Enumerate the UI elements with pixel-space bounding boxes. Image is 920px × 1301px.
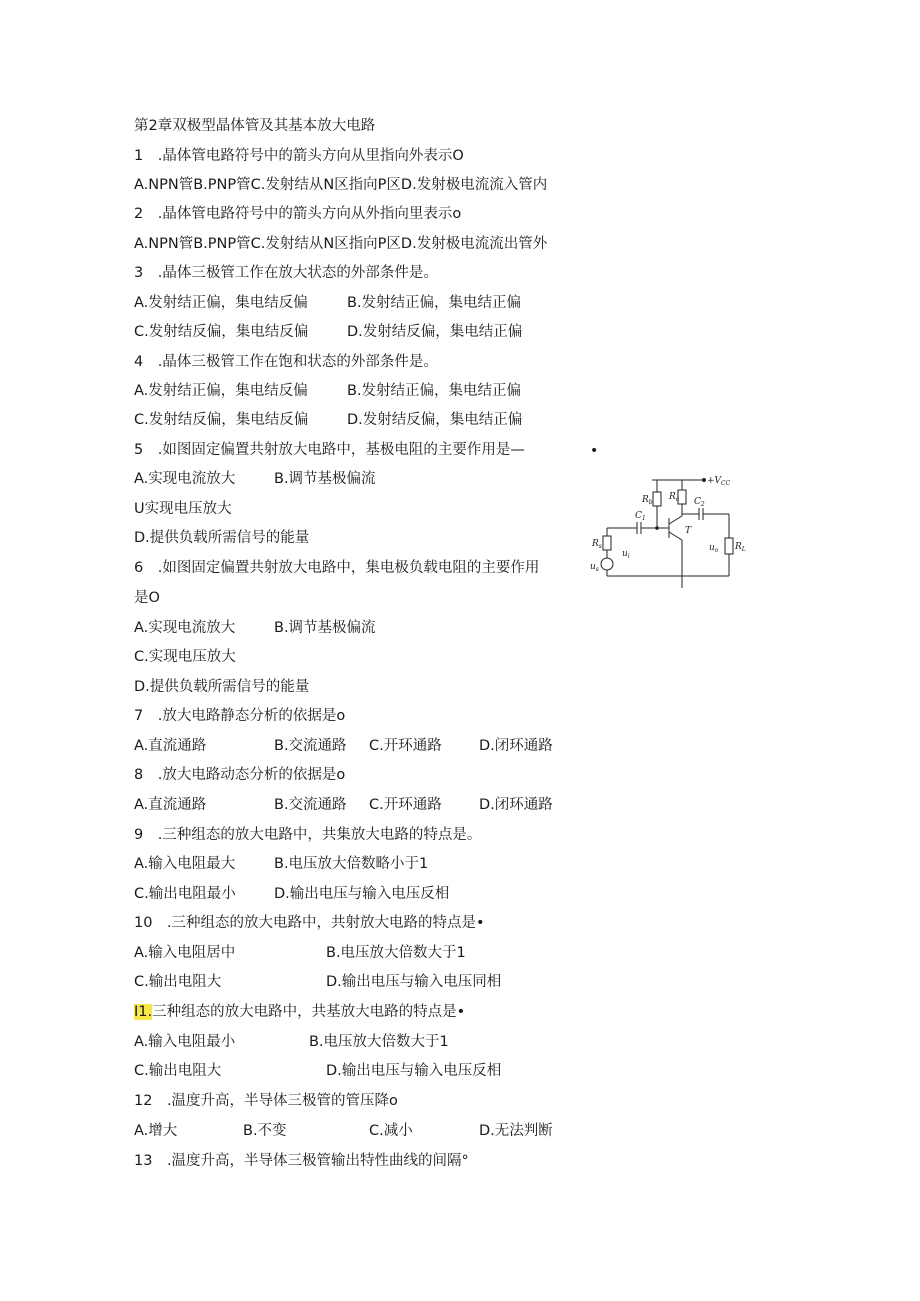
option-b: B.发射结正偏，集电结正偏	[347, 295, 522, 311]
option-d: D.发射结反偏，集电结正偏	[347, 324, 523, 340]
option-c: C.减小	[369, 1123, 413, 1139]
option-b: B.电压放大倍数大于1	[309, 1034, 449, 1050]
option-b: B.发射结正偏，集电结正偏	[347, 383, 522, 399]
rs-label: $R_s$	[592, 539, 602, 550]
option-c: C.输出电阻最小	[134, 886, 236, 902]
option-b: B.调节基极偏流	[274, 471, 376, 487]
option-a: A.输入电阻最大	[134, 856, 236, 872]
us-label: $u_s$	[590, 562, 599, 573]
rc-label: $R_c$	[669, 492, 680, 503]
option-a: A.直流通路	[134, 738, 207, 754]
option-a: A.输入电阻居中	[134, 945, 236, 961]
option-b: B.电压放大倍数略小于1	[274, 856, 429, 872]
question-9: 9 .三种组态的放大电路中，共集放大电路的特点是。	[134, 827, 482, 843]
question-4: 4 .晶体三极管工作在饱和状态的外部条件是。	[134, 354, 438, 370]
option-a: A.发射结正偏，集电结反偏	[134, 295, 308, 311]
question-11-text: 三种组态的放大电路中，共基放大电路的特点是•	[152, 1004, 466, 1020]
question-11	[134, 1002, 465, 1022]
option-c: C.输出电阻大	[134, 1063, 222, 1079]
option-d: D.提供负载所需信号的能量	[134, 679, 310, 695]
option-a: A.实现电流放大	[134, 471, 236, 487]
question-1: 1 .晶体管电路符号中的箭头方向从里指向外表示O	[134, 148, 464, 164]
c1-label: $C_1$	[635, 511, 646, 522]
amplifier-circuit-figure	[585, 470, 750, 592]
rb-label: $R_b$	[642, 495, 653, 506]
question-2-options: A.NPN管B.PNP管C.发射结从N区指向P区D.发射极电流流出管外	[134, 236, 548, 252]
question-5: 5 .如图固定偏置共射放大电路中，基极电阻的主要作用是—	[134, 442, 525, 458]
question-7: 7 .放大电路静态分析的依据是o	[134, 708, 346, 724]
page-title: 第2章双极型晶体管及其基本放大电路	[134, 118, 376, 134]
option-a: A.发射结正偏，集电结反偏	[134, 383, 308, 399]
option-d: D.输出电压与输入电压同相	[326, 974, 502, 990]
uo-label: $u_o$	[709, 543, 719, 554]
option-a: A.直流通路	[134, 797, 207, 813]
option-d: D.输出电压与输入电压反相	[326, 1063, 502, 1079]
question-6-cont: 是O	[134, 590, 160, 606]
option-d: D.发射结反偏，集电结正偏	[347, 412, 523, 428]
option-b: B.交流通路	[274, 738, 347, 754]
option-a: A.增大	[134, 1123, 178, 1139]
option-a: A.实现电流放大	[134, 620, 236, 636]
option-c: C.开环通路	[369, 738, 442, 754]
option-c: C.发射结反偏，集电结反偏	[134, 412, 309, 428]
option-d: D.输出电压与输入电压反相	[274, 886, 450, 902]
option-b: B.交流通路	[274, 797, 347, 813]
rl-label: $R_L$	[735, 542, 746, 553]
option-d: D.闭环通路	[479, 738, 553, 754]
option-c: U实现电压放大	[134, 501, 232, 517]
option-b: B.调节基极偏流	[274, 620, 376, 636]
ui-label: $u_i$	[622, 549, 630, 560]
option-c: C.开环通路	[369, 797, 442, 813]
option-d: D.提供负载所需信号的能量	[134, 530, 310, 546]
question-3: 3 .晶体三极管工作在放大状态的外部条件是。	[134, 265, 438, 281]
question-10: 10 .三种组态的放大电路中，共射放大电路的特点是•	[134, 915, 485, 931]
option-d: D.无法判断	[479, 1123, 553, 1139]
question-8: 8 .放大电路动态分析的依据是o	[134, 767, 346, 783]
c2-label: $C_2$	[694, 497, 705, 508]
figure-bullet: •	[590, 443, 599, 459]
question-2: 2 .晶体管电路符号中的箭头方向从外指向里表示o	[134, 206, 462, 222]
question-12: 12 .温度升高，半导体三极管的管压降o	[134, 1093, 398, 1109]
option-c: C.发射结反偏，集电结反偏	[134, 324, 309, 340]
vcc-label: $+V_{CC}$	[707, 476, 731, 487]
question-6: 6 .如图固定偏置共射放大电路中，集电极负载电阻的主要作用	[134, 560, 540, 576]
option-b: B.电压放大倍数大于1	[326, 945, 466, 961]
question-13: 13 .温度升高，半导体三极管输出特性曲线的间隔°	[134, 1153, 469, 1169]
question-11-number: I1.	[134, 1004, 153, 1020]
option-a: A.输入电阻最小	[134, 1034, 236, 1050]
question-1-options: A.NPN管B.PNP管C.发射结从N区指向P区D.发射极电流流入管内	[134, 177, 548, 193]
transistor-label: T	[685, 526, 692, 536]
option-d: D.闭环通路	[479, 797, 553, 813]
option-c: C.输出电阻大	[134, 974, 222, 990]
option-b: B.不变	[243, 1123, 287, 1139]
option-c: C.实现电压放大	[134, 649, 236, 665]
